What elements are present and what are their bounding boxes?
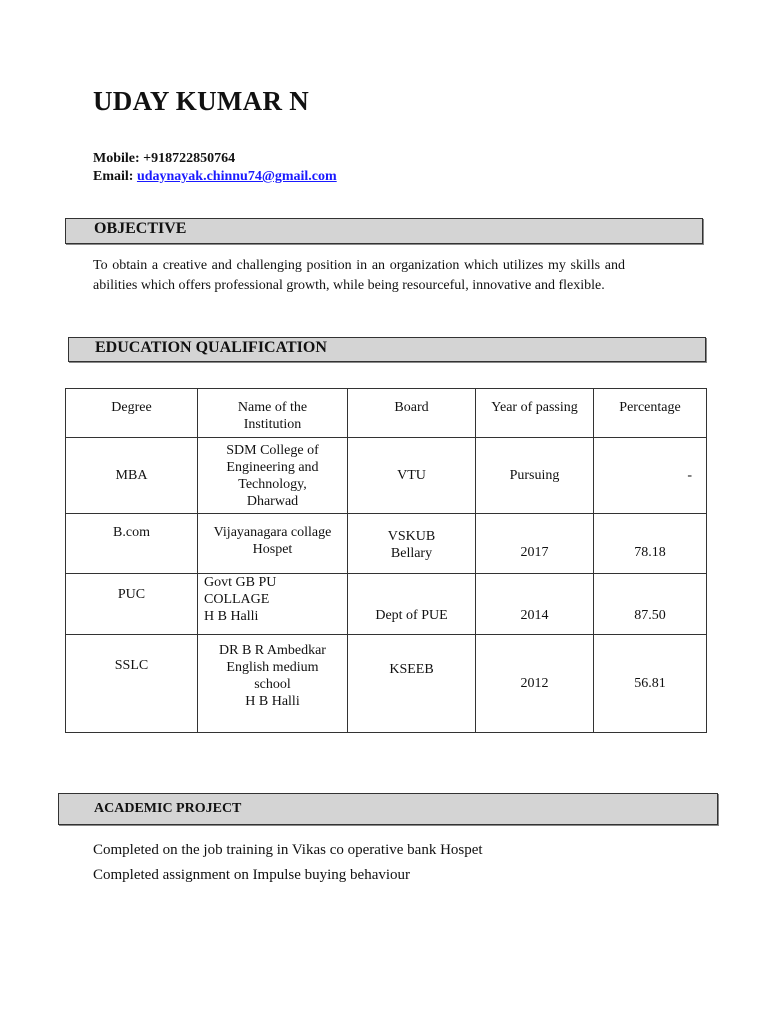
institution-line: DR B R Ambedkar [219, 643, 326, 658]
cell-board [348, 635, 476, 733]
board-line: Bellary [390, 546, 433, 561]
cell-institution [198, 635, 348, 733]
cell-degree: MBA [66, 438, 198, 514]
email-link[interactable]: udaynayak.chinnu74@gmail.com [136, 169, 337, 184]
objective-heading: OBJECTIVE [65, 218, 703, 244]
board-line: VTU [397, 468, 426, 483]
cell-year: 2017 [476, 514, 594, 574]
institution-line: Vijayanagara collage [213, 525, 332, 540]
cell-percentage: 56.81 [594, 635, 707, 733]
col-header-board: Board [348, 389, 476, 438]
cell-board [348, 514, 476, 574]
mobile-value: +918722850764 [143, 151, 236, 166]
col-header-year: Year of passing [476, 389, 594, 438]
board-line: VSKUB [387, 529, 436, 544]
cell-board [348, 438, 476, 514]
cell-year: 2012 [476, 635, 594, 733]
table-row [66, 438, 707, 514]
candidate-name: UDAY KUMAR N [93, 86, 310, 116]
cell-degree: SSLC [66, 635, 198, 733]
institution-line: H B Halli [245, 694, 300, 709]
cell-board [348, 574, 476, 635]
institution-line: COLLAGE [204, 592, 270, 607]
table-header-row [66, 389, 707, 438]
objective-text: To obtain a creative and challenging position in an organization which utilizes my skills and abilities which offers professional growth, while being resourceful, innovative and flexible. [93, 258, 625, 293]
institution-line: Dharwad [246, 493, 299, 509]
institution-line: school [254, 677, 291, 692]
mobile-label: Mobile: [93, 151, 140, 166]
mobile-line [93, 151, 235, 167]
cell-percentage: 78.18 [594, 514, 707, 574]
institution-line: English medium [226, 660, 319, 675]
cell-institution [198, 438, 348, 514]
email-label: Email: [93, 169, 134, 184]
cell-percentage: - [594, 438, 707, 514]
cell-degree: B.com [66, 514, 198, 574]
email-line [93, 169, 337, 185]
board-line: Dept of PUE [375, 608, 448, 623]
cell-institution [198, 514, 348, 574]
institution-line: Technology, [238, 476, 307, 492]
institution-line: SDM College of [226, 442, 319, 458]
table-row [66, 635, 707, 733]
board-line: KSEEB [389, 662, 434, 677]
table-row [66, 514, 707, 574]
col-header-degree: Degree [66, 389, 198, 438]
cell-institution [198, 574, 348, 635]
project-item: Completed assignment on Impulse buying behaviour [93, 867, 411, 883]
institution-line: Engineering and [226, 459, 319, 475]
cell-year: Pursuing [476, 438, 594, 514]
cell-percentage: 87.50 [594, 574, 707, 635]
table-row [66, 574, 707, 635]
cell-year: 2014 [476, 574, 594, 635]
institution-line: Hospet [252, 542, 293, 557]
cell-degree: PUC [66, 574, 198, 635]
institution-line: H B Halli [204, 609, 259, 624]
education-heading: EDUCATION QUALIFICATION [68, 337, 706, 362]
project-heading: ACADEMIC PROJECT [58, 793, 718, 825]
project-item: Completed on the job training in Vikas co operative bank Hospet [93, 842, 483, 858]
col-header-percentage: Percentage [594, 389, 707, 438]
institution-line: Govt GB PU [204, 575, 277, 590]
col-header-institution: Name of the Institution [198, 389, 348, 438]
education-table [65, 388, 707, 733]
